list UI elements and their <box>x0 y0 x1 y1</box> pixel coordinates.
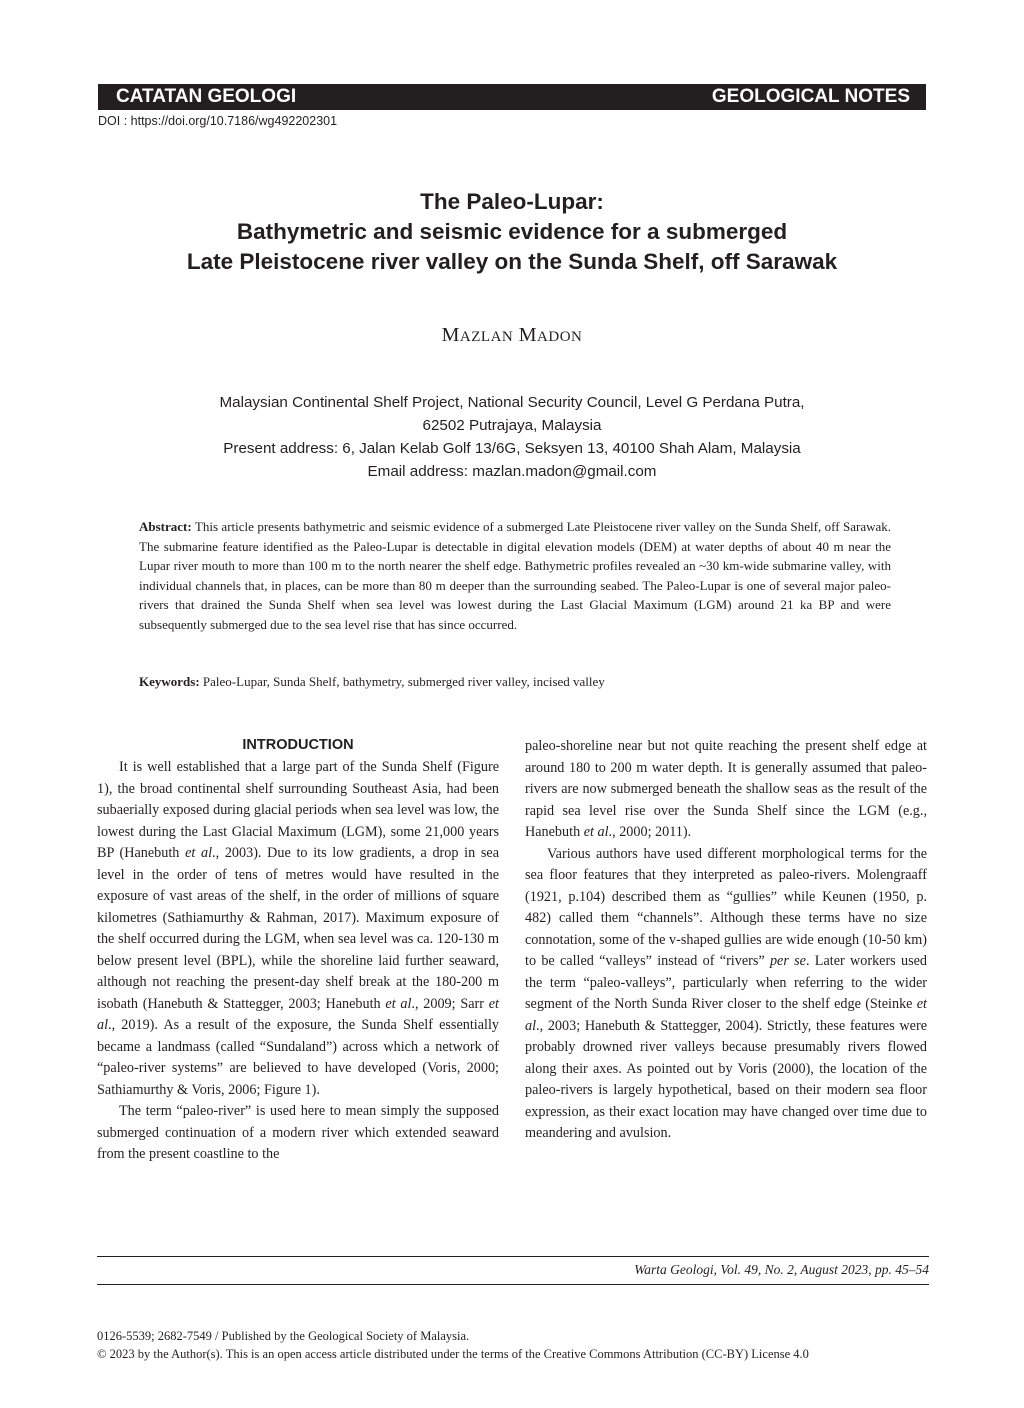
paragraph: paleo-shoreline near but not quite reaching the present shelf edge at around 180 to 200 m water depth. It is generally assumed that paleo-rivers are now submerged beneath the shallow seas as the result of the rapid sea level rise over the Sunda Shelf since the LGM (e.g., Hanebuth et al., 2000; 2011). <box>525 738 927 840</box>
author-affiliation <box>60 391 964 483</box>
header-left-label: CATATAN GEOLOGI <box>116 86 297 107</box>
body-column-left <box>97 735 499 1166</box>
keywords <box>139 672 891 691</box>
paragraph: Various authors have used different morphological terms for the sea floor features that they interpreted as paleo-rivers. Molengraaff (1921, p.104) described them as “gullies” while Keunen (1950, p. 482) called them “channels”. Although these terms have no size connotation, some of the v-shaped gullies are wide enough (10-50 km) to be called “valleys” instead of “rivers” per se. Later workers used the term “paleo-valleys”, particularly when referring to the wider segment of the North Sunda River closer to the shelf edge (Steinke et al., 2003; Hanebuth & Stattegger, 2004). Strictly, these features were probably drowned river valleys because presumably rivers flowed along their axes. As pointed out by Voris (2000), the location of the paleo-rivers is largely hypothetical, based on their modern sea floor expression, as their exact location may have changed over time due to meandering and avulsion. <box>525 845 927 1141</box>
abstract <box>139 517 891 634</box>
paragraph: The term “paleo-river” is used here to mean simply the supposed submerged continuation of a modern river which extended seaward from the present coastline to the <box>97 1103 499 1162</box>
email-address[interactable]: Email address: mazlan.madon@gmail.com <box>367 463 657 480</box>
affiliation-line-1: Malaysian Continental Shelf Project, National Security Council, Level G Perdana Putra, <box>219 394 805 411</box>
doi-link[interactable]: DOI : https://doi.org/10.7186/wg492202301 <box>98 114 338 128</box>
body-column-right <box>525 736 927 1145</box>
header-right-label: GEOLOGICAL NOTES <box>711 86 910 107</box>
section-heading-introduction: INTRODUCTION <box>242 737 354 753</box>
copyright-footer <box>97 1327 809 1363</box>
paper-title <box>60 187 964 277</box>
affiliation-line-3: Present address: 6, Jalan Kelab Golf 13/6G, Seksyen 13, 40100 Shah Alam, Malaysia <box>223 440 801 457</box>
footer-line-2: © 2023 by the Author(s). This is an open access article distributed under the terms of the Creative Commons Attribution (CC-BY) License 4.0 <box>97 1347 809 1361</box>
abstract-label: Abstract: <box>139 519 192 534</box>
journal-reference: Warta Geologi, Vol. 49, No. 2, August 2023, pp. 45–54 <box>634 1262 929 1277</box>
title-line-1: The Paleo-Lupar: <box>420 189 604 214</box>
abstract-text: This article presents bathymetric and seismic evidence of a submerged Late Pleistocene river valley on the Sunda Shelf, off Sarawak. The submarine feature identified as the Paleo-Lupar is detectable in digital elevation models (DEM) at water depths of about 40 m near the Lupar river mouth to more than 100 m to the north nearer the shelf edge. Bathymetric profiles revealed an ~30 km-wide submarine valley, with individual channels that, in places, can be more than 80 m deeper than the surrounding seabed. The Paleo-Lupar is one of several major paleo-rivers that drained the Sunda Shelf when sea level was lowest during the Last Glacial Maximum (LGM) around 21 ka BP and were subsequently submerged due to the sea level rise that has since occurred. <box>139 519 891 632</box>
keywords-text: Paleo-Lupar, Sunda Shelf, bathymetry, submerged river valley, incised valley <box>202 674 605 689</box>
keywords-label: Keywords: <box>139 674 200 689</box>
paragraph: It is well established that a large part of the Sunda Shelf (Figure 1), the broad continental shelf surrounding Southeast Asia, had been subaerially exposed during glacial periods when sea level was low, the lowest during the Last Glacial Maximum (LGM), some 21,000 years BP (Hanebuth et al., 2003). Due to its low gradients, a drop in sea level in the order of tens of metres would have resulted in the exposure of vast areas of the shelf, in the order of millions of square kilometres (Sathiamurthy & Rahman, 2017). Maximum exposure of the shelf occurred during the LGM, when sea level was ca. 120-130 m below present level (BPL), while the shoreline laid further seaward, although not reaching the present-day shelf break at the 180-200 m isobath (Hanebuth & Stattegger, 2003; Hanebuth et al., 2009; Sarr et al., 2019). As a result of the exposure, the Sunda Shelf essentially became a landmass (called “Sundaland”) across which a network of “paleo-river systems” are believed to have developed (Voris, 2000; Sathiamurthy & Voris, 2006; Figure 1). <box>97 759 499 1098</box>
divider-bottom <box>97 1284 929 1285</box>
divider-top <box>97 1256 929 1257</box>
section-header-bar <box>98 84 926 110</box>
affiliation-line-2: 62502 Putrajaya, Malaysia <box>422 417 602 434</box>
title-line-3: Late Pleistocene river valley on the Sunda Shelf, off Sarawak <box>186 249 838 274</box>
title-line-2: Bathymetric and seismic evidence for a submerged <box>236 219 788 244</box>
footer-line-1: 0126-5539; 2682-7549 / Published by the Geological Society of Malaysia. <box>97 1329 470 1343</box>
author-name: MAZLAN MADON <box>441 324 583 346</box>
